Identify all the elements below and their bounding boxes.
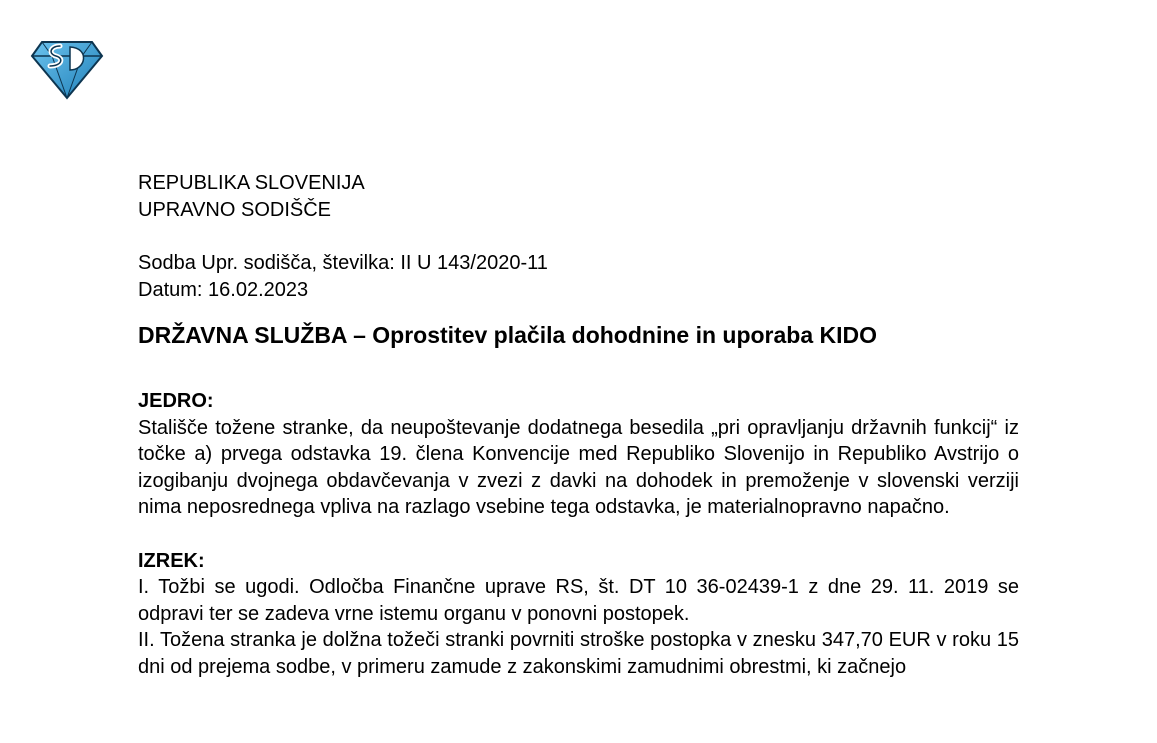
case-date: Datum: 16.02.2023 [138,278,309,301]
izrek-heading: IZREK: [138,549,205,572]
court-country: REPUBLIKA SLOVENIJA [138,172,365,194]
jedro-text: Stališče tožene stranke, da neupoštevanje dodatnega besedila „pri opravljanju državnih funkcij“ iz točke a) prvega odstavka 19. člena Konvencije med Republiko Slovenijo in Republiko Avstrijo o izogibanju dvojnega obdavčevanja v zvezi z davki na dohodek in premoženje v slovenski verziji nima neposrednega vpliva na razlago vsebine tega odstavka, je materialnopravno napačno. [138,416,1019,518]
diamond-logo-icon [30,40,104,100]
case-number: Sodba Upr. sodišča, številka: II U 143/2020-11 [138,252,548,274]
jedro-heading: JEDRO: [138,390,214,412]
document-page [138,170,1019,680]
court-name: UPRAVNO SODIŠČE [138,198,331,221]
document-title: DRŽAVNA SLUŽBA – Oprostitev plačila dohodnine in uporaba KIDO [138,322,878,348]
izrek-point-2: II. Tožena stranka je dolžna tožeči stranki povrniti stroške postopka v znesku 347,70 EUR v roku 15 dni od prejema sodbe, v primeru zamude z zakonskimi zamudnimi obrestmi, ki začnejo [138,629,1019,678]
izrek-point-1: I. Tožbi se ugodi. Odločba Finančne uprave RS, št. DT 10 36-02439-1 z dne 29. 11. 2019 se odpravi ter se zadeva vrne istemu organu v ponovni postopek. [138,576,1019,625]
court-logo [30,40,104,100]
